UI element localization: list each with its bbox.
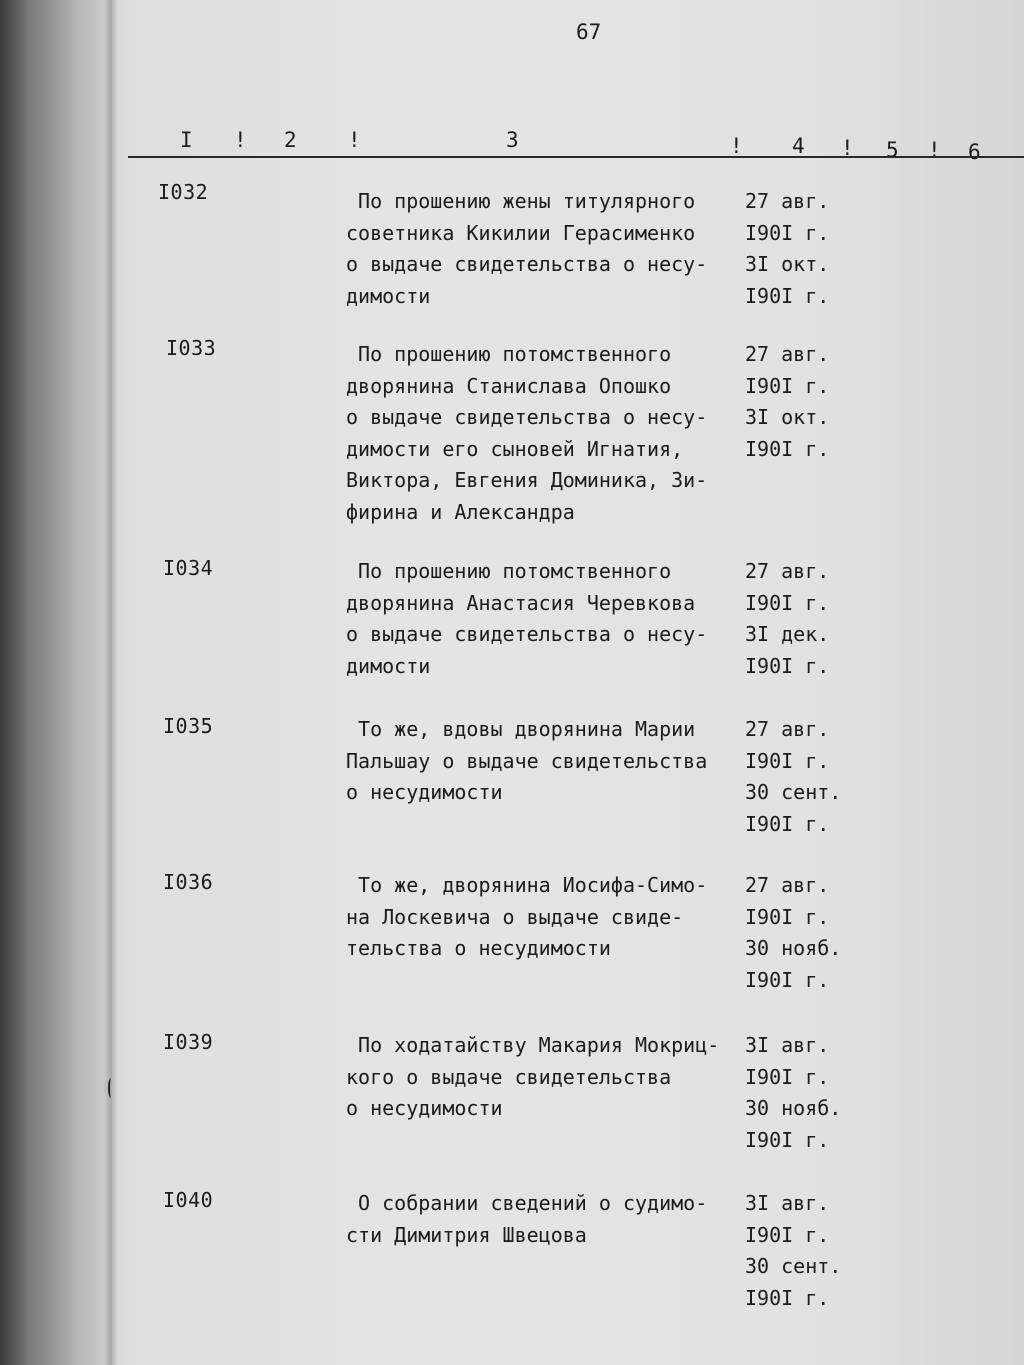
column-header-4: 4 <box>792 134 805 158</box>
entry-dates: 27 авг. I90I г. 30 нояб. I90I г. <box>745 873 842 992</box>
column-header-1: I <box>180 128 193 152</box>
entry-dates: 3I авг. I90I г. 30 нояб. I90I г. <box>745 1033 842 1152</box>
entry-dates: 3I авг. I90I г. 30 сент. I90I г. <box>745 1191 842 1310</box>
column-separator: ! <box>234 128 247 152</box>
entry-dates: 27 авг. I90I г. 3I дек. I90I г. <box>745 559 830 678</box>
entry-description: По ходатайству Макария Мокриц- кого о выдаче свидетельства о несудимости <box>346 1033 720 1120</box>
entry-number: I036 <box>163 870 214 894</box>
entry-description: По прошению потомственного дворянина Станислава Опошко о выдаче свидетельства о несу- димости его сыновей Игнатия, Виктора, Евгения Доминика, Зи- фирина и Александра <box>346 342 708 524</box>
entry-dates: 27 авг. I90I г. 3I окт. I90I г. <box>745 189 830 308</box>
entry-number: I035 <box>163 714 214 738</box>
page-number: 67 <box>576 20 602 44</box>
entry-description: О собрании сведений о судимо- сти Димитрия Швецова <box>346 1191 708 1247</box>
entry-description: По прошению потомственного дворянина Анастасия Черевкова о выдаче свидетельства о несу- димости <box>346 559 708 678</box>
column-header-2: 2 <box>284 128 297 152</box>
entry-description: То же, вдовы дворянина Марии Пальшау о выдаче свидетельства о несудимости <box>346 717 708 804</box>
entry-dates: 27 авг. I90I г. 3I окт. I90I г. <box>745 342 830 461</box>
entry-description: То же, дворянина Иосифа-Симо- на Лоскевича о выдаче свиде- тельства о несудимости <box>346 873 708 960</box>
column-separator: ! <box>928 138 941 162</box>
column-header-5: 5 <box>886 138 899 162</box>
entry-number: I039 <box>163 1030 214 1054</box>
entry-number: I032 <box>158 180 209 204</box>
column-header-3: 3 <box>506 128 519 152</box>
entry-number: I034 <box>163 556 214 580</box>
entry-dates: 27 авг. I90I г. 30 сент. I90I г. <box>745 717 842 836</box>
entry-description: По прошению жены титулярного советника Кикилии Герасименко о выдаче свидетельства о несу- димости <box>346 189 708 308</box>
column-separator: ! <box>730 134 743 158</box>
column-separator: ! <box>841 136 854 160</box>
column-separator: ! <box>348 128 361 152</box>
column-header-6: 6 <box>968 140 981 164</box>
entry-number: I040 <box>163 1188 214 1212</box>
entry-number: I033 <box>166 336 217 360</box>
